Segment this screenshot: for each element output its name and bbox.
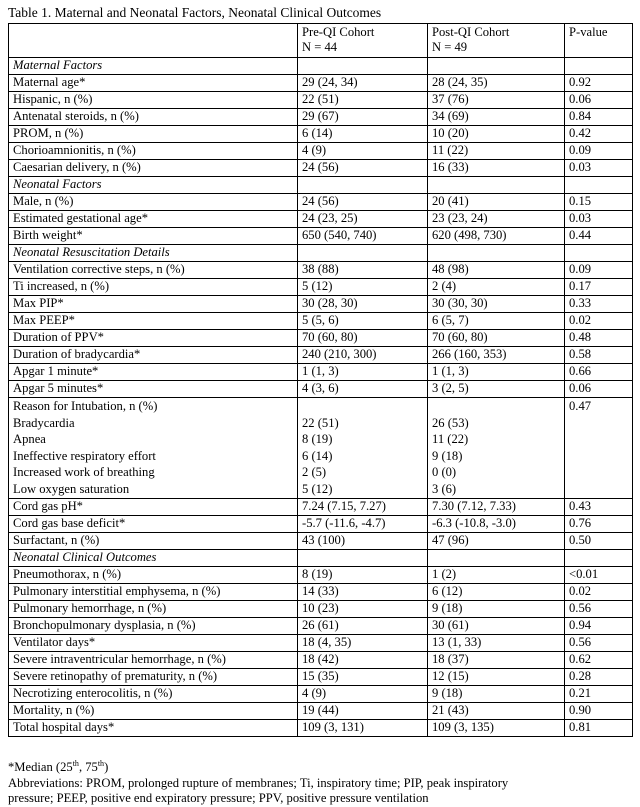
table-row	[9, 228, 633, 245]
p-value: 0.44	[565, 228, 633, 245]
post-qi-value: 37 (76)	[428, 92, 565, 109]
table-row	[9, 313, 633, 330]
post-qi-value: 47 (96)	[428, 532, 565, 549]
row-label: Pulmonary hemorrhage, n (%)	[9, 600, 298, 617]
row-label: Estimated gestational age*	[9, 211, 298, 228]
table-row	[9, 194, 633, 211]
empty-cell	[428, 549, 565, 566]
intubation-reason-label: Low oxygen saturation	[13, 481, 130, 496]
post-qi-value: 12 (15)	[428, 668, 565, 685]
intubation-post-value: 9 (18)	[432, 448, 463, 463]
table-row	[9, 668, 633, 685]
row-label: Birth weight*	[9, 228, 298, 245]
header-cell-label	[9, 24, 298, 58]
p-value: 0.92	[565, 75, 633, 92]
post-qi-value: 30 (30, 30)	[428, 296, 565, 313]
post-qi-value: 18 (37)	[428, 651, 565, 668]
pre-qi-value: 24 (23, 25)	[298, 211, 428, 228]
pre-qi-value: 15 (35)	[298, 668, 428, 685]
row-label: Necrotizing enterocolitis, n (%)	[9, 685, 298, 702]
post-qi-value: 10 (20)	[428, 126, 565, 143]
pre-qi-value: 18 (4, 35)	[298, 634, 428, 651]
row-label: Duration of bradycardia*	[9, 347, 298, 364]
row-label: Max PIP*	[9, 296, 298, 313]
p-value: 0.02	[565, 583, 633, 600]
row-label: Ventilation corrective steps, n (%)	[9, 262, 298, 279]
p-value: <0.01	[565, 566, 633, 583]
p-value: 0.84	[565, 109, 633, 126]
pre-qi-value: 26 (61)	[298, 617, 428, 634]
intubation-title: Reason for Intubation, n (%)	[13, 399, 158, 413]
post-qi-value: 16 (33)	[428, 160, 565, 177]
p-value: 0.03	[565, 211, 633, 228]
p-value: 0.90	[565, 702, 633, 719]
p-value: 0.28	[565, 668, 633, 685]
header-post-n: N = 49	[432, 40, 468, 54]
p-value: 0.48	[565, 330, 633, 347]
empty-cell	[428, 58, 565, 75]
section-header-row	[9, 177, 633, 194]
table-row	[9, 126, 633, 143]
p-value: 0.02	[565, 313, 633, 330]
post-qi-value: 23 (23, 24)	[428, 211, 565, 228]
table-row	[9, 296, 633, 313]
p-value: 0.09	[565, 143, 633, 160]
empty-cell	[428, 245, 565, 262]
blank-line	[432, 398, 560, 415]
table-row	[9, 381, 633, 398]
post-qi-value: 34 (69)	[428, 109, 565, 126]
intubation-post-value: 26 (53)	[432, 415, 469, 430]
post-qi-value: 13 (1, 33)	[428, 634, 565, 651]
post-qi-value: 21 (43)	[428, 702, 565, 719]
section-header-row	[9, 549, 633, 566]
row-label: Pulmonary interstitial emphysema, n (%)	[9, 583, 298, 600]
intubation-reason-label: Apnea	[13, 432, 46, 447]
row-label: Hispanic, n (%)	[9, 92, 298, 109]
table-row	[9, 92, 633, 109]
row-label: Antenatal steroids, n (%)	[9, 109, 298, 126]
pre-qi-value: 10 (23)	[298, 600, 428, 617]
intubation-pre-value: 8 (19)	[302, 432, 333, 447]
row-label: Bronchopulmonary dysplasia, n (%)	[9, 617, 298, 634]
row-label: Severe intraventricular hemorrhage, n (%)	[9, 651, 298, 668]
pre-qi-value: 4 (9)	[298, 143, 428, 160]
row-label: Ti increased, n (%)	[9, 279, 298, 296]
table-row	[9, 600, 633, 617]
post-qi-value: 6 (12)	[428, 583, 565, 600]
post-qi-value: 7.30 (7.12, 7.33)	[428, 498, 565, 515]
section-header-row	[9, 245, 633, 262]
post-qi-value: 3 (2, 5)	[428, 381, 565, 398]
p-value: 0.17	[565, 279, 633, 296]
header-row	[9, 24, 633, 58]
table-row	[9, 143, 633, 160]
pre-qi-value: -5.7 (-11.6, -4.7)	[298, 515, 428, 532]
p-value: 0.33	[565, 296, 633, 313]
table-row	[9, 515, 633, 532]
intubation-reason-label: Ineffective respiratory effort	[13, 448, 156, 463]
post-qi-value: 6 (5, 7)	[428, 313, 565, 330]
intubation-pre-value: 2 (5)	[302, 465, 327, 480]
table-row	[9, 160, 633, 177]
pre-qi-value: 43 (100)	[298, 532, 428, 549]
pre-qi-value: 29 (24, 34)	[298, 75, 428, 92]
table-row	[9, 651, 633, 668]
p-value: 0.09	[565, 262, 633, 279]
header-pre-n: N = 44	[302, 40, 338, 54]
header-post-title: Post-QI Cohort	[432, 25, 510, 39]
pre-qi-value: 29 (67)	[298, 109, 428, 126]
row-label: Cord gas base deficit*	[9, 515, 298, 532]
post-qi-value: 70 (60, 80)	[428, 330, 565, 347]
row-label: Cord gas pH*	[9, 498, 298, 515]
section-label: Maternal Factors	[9, 58, 298, 75]
p-value: 0.15	[565, 194, 633, 211]
section-label: Neonatal Resuscitation Details	[9, 245, 298, 262]
row-label: Chorioamnionitis, n (%)	[9, 143, 298, 160]
p-value: 0.56	[565, 634, 633, 651]
p-value: 0.43	[565, 498, 633, 515]
header-cell-pre	[298, 24, 428, 58]
intubation-reason-label: Bradycardia	[13, 415, 75, 430]
empty-cell	[298, 245, 428, 262]
table-row	[9, 109, 633, 126]
p-value: 0.06	[565, 92, 633, 109]
row-label: Apgar 5 minutes*	[9, 381, 298, 398]
empty-cell	[565, 245, 633, 262]
p-value: 0.81	[565, 719, 633, 736]
intubation-post-value: 0 (0)	[432, 465, 457, 480]
intubation-post-value: 11 (22)	[432, 432, 469, 447]
pre-qi-value: 30 (28, 30)	[298, 296, 428, 313]
pre-qi-value: 14 (33)	[298, 583, 428, 600]
pre-qi-value: 24 (56)	[298, 194, 428, 211]
table-row	[9, 702, 633, 719]
post-qi-value: 9 (18)	[428, 685, 565, 702]
table-row	[9, 330, 633, 347]
header-pre-title: Pre-QI Cohort	[302, 25, 375, 39]
post-qi-value: 109 (3, 135)	[428, 719, 565, 736]
post-qi-value: -6.3 (-10.8, -3.0)	[428, 515, 565, 532]
row-label: Duration of PPV*	[9, 330, 298, 347]
section-label: Neonatal Factors	[9, 177, 298, 194]
intubation-p-value	[565, 398, 633, 499]
intubation-post-values	[428, 398, 565, 499]
intubation-p: 0.47	[569, 399, 592, 413]
empty-cell	[428, 177, 565, 194]
p-value: 0.21	[565, 685, 633, 702]
pre-qi-value: 24 (56)	[298, 160, 428, 177]
post-qi-value: 30 (61)	[428, 617, 565, 634]
p-value: 0.58	[565, 347, 633, 364]
post-qi-value: 620 (498, 730)	[428, 228, 565, 245]
pre-qi-value: 5 (5, 6)	[298, 313, 428, 330]
pre-qi-value: 6 (14)	[298, 126, 428, 143]
row-label: Ventilator days*	[9, 634, 298, 651]
header-cell-post	[428, 24, 565, 58]
pre-qi-value: 650 (540, 740)	[298, 228, 428, 245]
post-qi-value: 48 (98)	[428, 262, 565, 279]
post-qi-value: 1 (1, 3)	[428, 364, 565, 381]
table-row	[9, 617, 633, 634]
table-row	[9, 685, 633, 702]
table-row	[9, 634, 633, 651]
post-qi-value: 266 (160, 353)	[428, 347, 565, 364]
row-label: Total hospital days*	[9, 719, 298, 736]
table-footnotes	[8, 760, 632, 807]
table-row	[9, 719, 633, 736]
pre-qi-value: 8 (19)	[298, 566, 428, 583]
post-qi-value: 28 (24, 35)	[428, 75, 565, 92]
empty-cell	[565, 58, 633, 75]
p-value: 0.50	[565, 532, 633, 549]
pre-qi-value: 18 (42)	[298, 651, 428, 668]
row-label: Pneumothorax, n (%)	[9, 566, 298, 583]
row-label: Max PEEP*	[9, 313, 298, 330]
post-qi-value: 9 (18)	[428, 600, 565, 617]
table-row	[9, 364, 633, 381]
intubation-pre-value: 6 (14)	[302, 448, 333, 463]
table-row	[9, 262, 633, 279]
p-value: 0.94	[565, 617, 633, 634]
table-row	[9, 583, 633, 600]
section-label: Neonatal Clinical Outcomes	[9, 549, 298, 566]
header-cell-pvalue: P-value	[565, 24, 633, 58]
pre-qi-value: 5 (12)	[298, 279, 428, 296]
pre-qi-value: 19 (44)	[298, 702, 428, 719]
table-row	[9, 75, 633, 92]
p-value: 0.56	[565, 600, 633, 617]
row-label: Mortality, n (%)	[9, 702, 298, 719]
pre-qi-value: 22 (51)	[298, 92, 428, 109]
pre-qi-value: 70 (60, 80)	[298, 330, 428, 347]
table-caption: Table 1. Maternal and Neonatal Factors, Neonatal Clinical Outcomes	[8, 5, 382, 20]
p-value: 0.06	[565, 381, 633, 398]
abbreviations-footnote-line1: Abbreviations: PROM, prolonged rupture of membranes; Ti, inspiratory time; PIP, peak inspiratory	[8, 775, 509, 790]
intubation-reason-label: Increased work of breathing	[13, 465, 155, 480]
empty-cell	[565, 549, 633, 566]
post-qi-value: 2 (4)	[428, 279, 565, 296]
p-value: 0.03	[565, 160, 633, 177]
row-label: Maternal age*	[9, 75, 298, 92]
empty-cell	[298, 58, 428, 75]
pre-qi-value: 109 (3, 131)	[298, 719, 428, 736]
section-header-row	[9, 58, 633, 75]
empty-cell	[298, 549, 428, 566]
table-row	[9, 211, 633, 228]
p-value: 0.66	[565, 364, 633, 381]
pre-qi-value: 4 (3, 6)	[298, 381, 428, 398]
p-value: 0.76	[565, 515, 633, 532]
intubation-reason-row	[9, 398, 633, 499]
post-qi-value: 11 (22)	[428, 143, 565, 160]
row-label: Severe retinopathy of prematurity, n (%)	[9, 668, 298, 685]
p-value: 0.62	[565, 651, 633, 668]
table-row	[9, 498, 633, 515]
pre-qi-value: 7.24 (7.15, 7.27)	[298, 498, 428, 515]
empty-cell	[298, 177, 428, 194]
empty-cell	[565, 177, 633, 194]
table-row	[9, 279, 633, 296]
post-qi-value: 20 (41)	[428, 194, 565, 211]
post-qi-value: 1 (2)	[428, 566, 565, 583]
row-label: Caesarian delivery, n (%)	[9, 160, 298, 177]
table-row	[9, 347, 633, 364]
pre-qi-value: 1 (1, 3)	[298, 364, 428, 381]
table-row	[9, 532, 633, 549]
outcomes-table	[8, 23, 633, 737]
blank-line	[302, 398, 423, 415]
row-label: Surfactant, n (%)	[9, 532, 298, 549]
intubation-pre-values	[298, 398, 428, 499]
pre-qi-value: 38 (88)	[298, 262, 428, 279]
intubation-pre-value: 5 (12)	[302, 481, 333, 496]
row-label: PROM, n (%)	[9, 126, 298, 143]
abbreviations-footnote-line2: pressure; PEEP, positive end expiratory pressure; PPV, positive pressure ventilation	[8, 791, 429, 805]
intubation-labels	[9, 398, 298, 499]
p-value: 0.42	[565, 126, 633, 143]
row-label: Male, n (%)	[9, 194, 298, 211]
pre-qi-value: 240 (210, 300)	[298, 347, 428, 364]
pre-qi-value: 4 (9)	[298, 685, 428, 702]
table-row	[9, 566, 633, 583]
row-label: Apgar 1 minute*	[9, 364, 298, 381]
intubation-pre-value: 22 (51)	[302, 415, 339, 430]
median-footnote: *Median (25th, 75th)	[8, 759, 109, 774]
intubation-post-value: 3 (6)	[432, 481, 457, 496]
